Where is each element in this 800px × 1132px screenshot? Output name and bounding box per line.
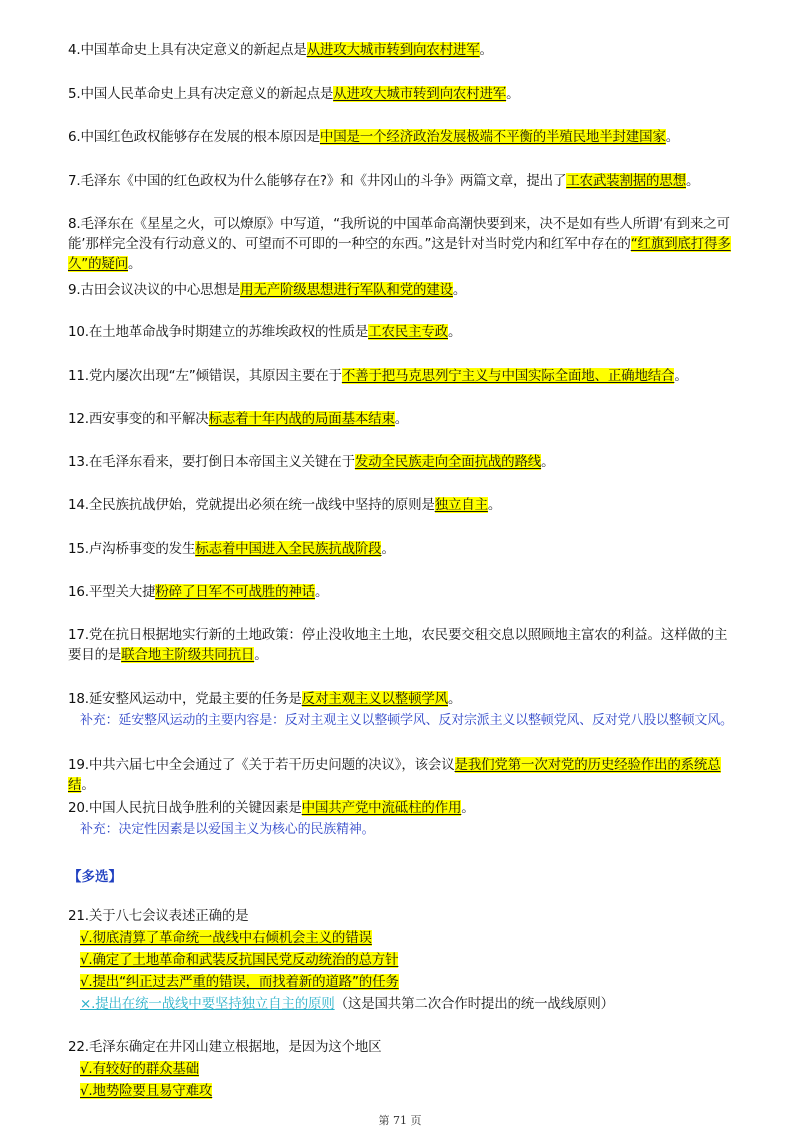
answer-highlight: 粉碎了日军不可战胜的神话 <box>155 584 315 600</box>
question-end: 。 <box>447 324 462 340</box>
answer-highlight: 从进攻大城市转到向农村进军 <box>333 86 507 102</box>
question-19 <box>68 755 740 795</box>
answer-highlight: 是我们党第一次对党的历史经验作出的系统总结 <box>68 757 721 793</box>
supplement-note: 补充：决定性因素是以爱国主义为核心的民族精神。 <box>80 822 375 837</box>
question-end: 。 <box>381 541 395 557</box>
question-end: 。 <box>665 129 680 145</box>
answer-highlight: 反对主观主义以整顿学风 <box>301 691 448 707</box>
question-16 <box>68 582 740 602</box>
question-end: 。 <box>479 42 493 58</box>
question-text: 16.平型关大捷 <box>68 584 156 600</box>
question-10 <box>68 322 740 342</box>
answer-highlight: 标志着十年内战的局面基本结束 <box>208 411 395 427</box>
answer-highlight: 不善于把马克思列宁主义与中国实际全面地、正确地结合 <box>341 368 675 384</box>
answer-highlight: 独立自主 <box>434 497 488 513</box>
question-text: 8.毛泽东在《星星之火，可以燎原》中写道，“我所说的中国革命高潮快要到来，决不是如有些人所谓‘有到来之可能’那样完全没有行动意义的、可望而不可即的一种空的东西。”这是针对当时党内和红军中存在的 <box>68 216 730 252</box>
answer-highlight: “红旗到底打得多久”的疑问 <box>68 236 731 272</box>
question-end: 。 <box>452 282 467 298</box>
question-text: 6.中国红色政权能够存在发展的根本原因是 <box>68 129 320 145</box>
question-text: 11.党内屡次出现“左”倾错误，其原因主要在于 <box>68 368 342 384</box>
question-12 <box>68 409 740 429</box>
question-text: 9.古田会议决议的中心思想是 <box>68 282 241 298</box>
question-text: 12.西安事变的和平解决 <box>68 411 209 427</box>
question-7 <box>68 171 740 191</box>
question-text: 13.在毛泽东看来，要打倒日本帝国主义关键在于 <box>68 454 355 470</box>
question-9 <box>68 280 740 300</box>
question-end: 。 <box>506 86 520 102</box>
option-correct: √.地势险要且易守难攻 <box>80 1083 213 1099</box>
question-text: 17.党在抗日根据地实行新的土地政策：停止没收地主土地，农民要交租交息以照顾地主富农的利益。这样做的主要目的是 <box>68 627 728 663</box>
answer-highlight: 联合地主阶级共同抗日 <box>121 647 255 663</box>
question-end: 。 <box>685 173 700 189</box>
answer-highlight: 中国是一个经济政治发展极端不平衡的半殖民地半封建国家 <box>319 129 666 145</box>
question-5 <box>68 84 740 104</box>
question-17 <box>68 625 740 665</box>
question-20 <box>68 798 740 818</box>
question-end: 。 <box>394 411 409 427</box>
section-title: 【多选】 <box>68 869 122 885</box>
question-text: 19.中共六届七中全会通过了《关于若干历史问题的决议》，该会议 <box>68 757 455 773</box>
answer-highlight: 工农民主专政 <box>368 324 448 340</box>
question-18 <box>68 689 740 709</box>
option-wrong: ×.提出在统一战线中要坚持独立自主的原则（这是国共第二次合作时提出的统一战线原则） <box>80 996 614 1012</box>
option-correct: √.有较好的群众基础 <box>80 1061 199 1077</box>
question-end: 。 <box>314 584 329 600</box>
option-correct: √.提出“纠正过去严重的错误，而找着新的道路”的任务 <box>80 974 399 990</box>
question-end: 。 <box>541 454 555 470</box>
question-end: 。 <box>447 691 462 707</box>
question-text: 15.卢沟桥事变的发生 <box>68 541 196 557</box>
question-text: 14.全民族抗战伊始，党就提出必须在统一战线中坚持的原则是 <box>68 497 435 513</box>
question-end: 。 <box>81 777 95 793</box>
question-text: 5.中国人民革命史上具有决定意义的新起点是 <box>68 86 334 102</box>
answer-highlight: 从进攻大城市转到向农村进军 <box>306 42 480 58</box>
page-number: 第 71 页 <box>378 1114 422 1127</box>
question-end: 。 <box>487 497 502 513</box>
answer-highlight: 标志着中国进入全民族抗战阶段 <box>195 541 382 557</box>
question-end: 。 <box>461 800 475 816</box>
question-text: 20.中国人民抗日战争胜利的关键因素是 <box>68 800 302 816</box>
answer-highlight: 工农武装割据的思想 <box>566 173 686 189</box>
question-text: 7.毛泽东《中国的红色政权为什么能够存在?》和《井冈山的斗争》两篇文章，提出了 <box>68 173 567 189</box>
option-correct: √.彻底清算了革命统一战线中右倾机会主义的错误 <box>80 930 372 946</box>
question-end: 。 <box>674 368 688 384</box>
question-8 <box>68 214 740 274</box>
question-14 <box>68 495 740 515</box>
question-end: 。 <box>254 647 268 663</box>
question-end: 。 <box>128 256 142 272</box>
option-note: （这是国共第二次合作时提出的统一战线原则） <box>334 996 614 1012</box>
option-correct: √.确定了土地革命和武装反抗国民党反动统治的总方针 <box>80 952 399 968</box>
answer-highlight: 发动全民族走向全面抗战的路线 <box>354 454 542 470</box>
question-21-stem: 21.关于八七会议表述正确的是 <box>68 908 249 924</box>
question-4 <box>68 40 740 60</box>
supplement-note: 补充：延安整风运动的主要内容是：反对主观主义以整顿学风、反对宗派主义以整顿党风、反对党八股以整顿文风。 <box>80 713 733 728</box>
question-15 <box>68 539 740 559</box>
question-11 <box>68 366 740 386</box>
question-text: 4.中国革命史上具有决定意义的新起点是 <box>68 42 307 58</box>
question-13 <box>68 452 740 472</box>
question-6 <box>68 127 740 147</box>
question-text: 18.延安整风运动中，党最主要的任务是 <box>68 691 302 707</box>
question-text: 10.在土地革命战争时期建立的苏维埃政权的性质是 <box>68 324 369 340</box>
answer-highlight: 用无产阶级思想进行军队和党的建设 <box>240 282 453 298</box>
question-22-stem: 22.毛泽东确定在井冈山建立根据地，是因为这个地区 <box>68 1039 382 1055</box>
answer-highlight: 中国共产党中流砥柱的作用 <box>301 800 462 816</box>
